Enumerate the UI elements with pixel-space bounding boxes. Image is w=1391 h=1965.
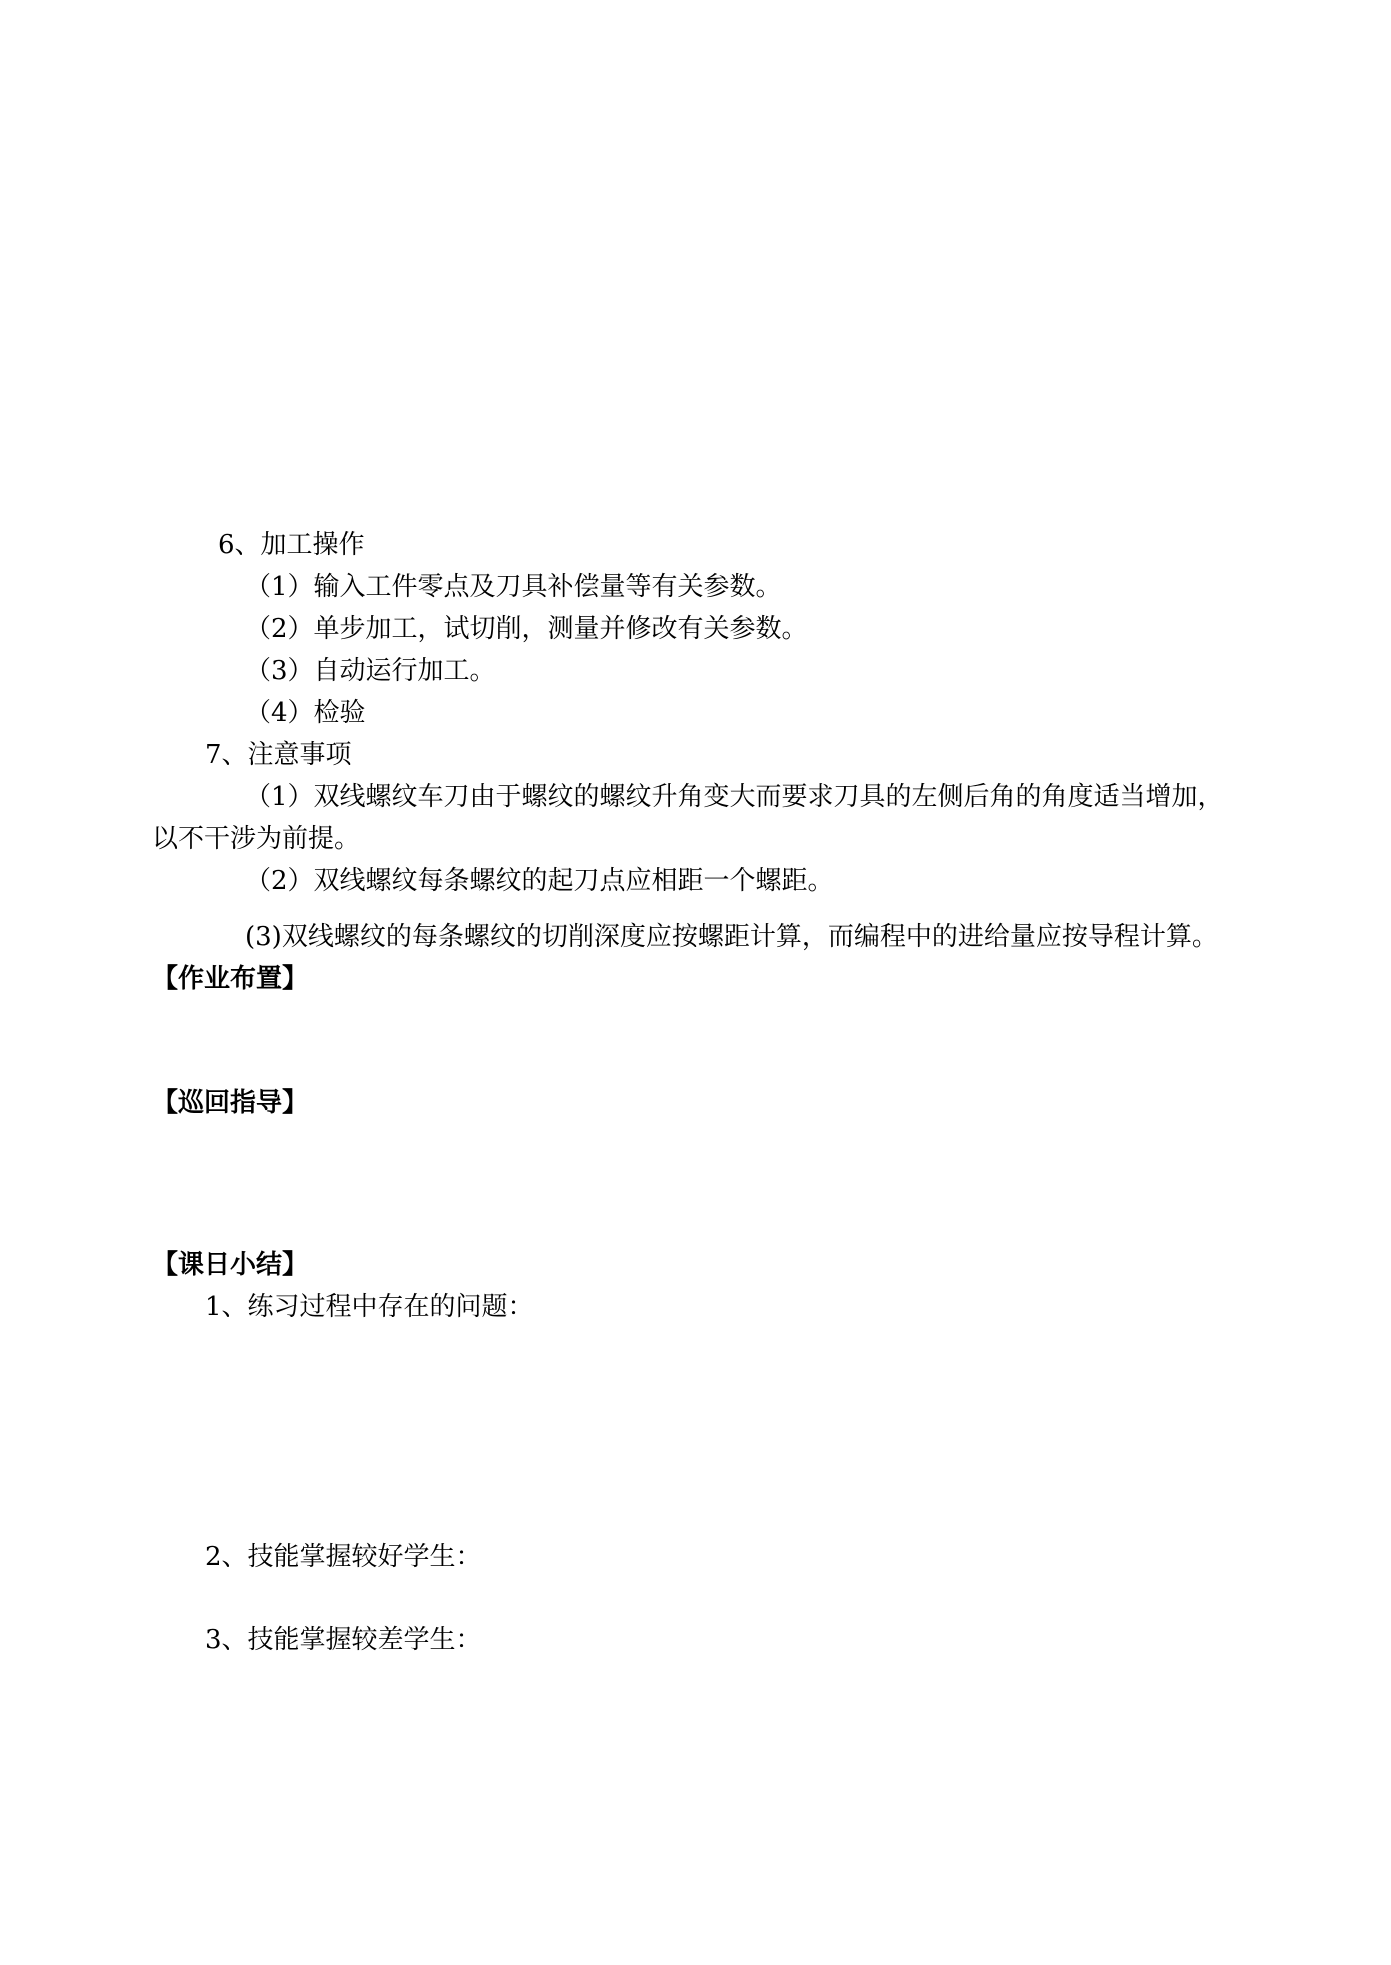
summary-question-2: 2、技能掌握较好学生： — [205, 1542, 482, 1572]
process-step-4: （4）检验 — [245, 698, 366, 728]
process-step-2: （2）单步加工，试切削，测量并修改有关参数。 — [245, 614, 808, 644]
homework-heading: 【作业布置】 — [152, 964, 309, 994]
note-2: （2）双线螺纹每条螺纹的起刀点应相距一个螺距。 — [245, 866, 834, 896]
process-heading: 6、加工操作 — [218, 530, 365, 560]
summary-question-3: 3、技能掌握较差学生： — [205, 1625, 482, 1655]
note-1-line-2: 以不干涉为前提。 — [152, 824, 361, 854]
note-3: (3)双线螺纹的每条螺纹的切削深度应按螺距计算，而编程中的进给量应按导程计算。 — [245, 922, 1218, 952]
process-step-3: （3）自动运行加工。 — [245, 656, 496, 686]
note-1-line-1: （1）双线螺纹车刀由于螺纹的螺纹升角变大而要求刀具的左侧后角的角度适当增加， — [245, 782, 1224, 812]
process-step-1: （1）输入工件零点及刀具补偿量等有关参数。 — [245, 572, 782, 602]
guidance-heading: 【巡回指导】 — [152, 1088, 309, 1118]
summary-heading: 【课日小结】 — [152, 1250, 309, 1280]
notes-heading: 7、注意事项 — [205, 740, 352, 770]
summary-question-1: 1、练习过程中存在的问题： — [205, 1292, 534, 1322]
